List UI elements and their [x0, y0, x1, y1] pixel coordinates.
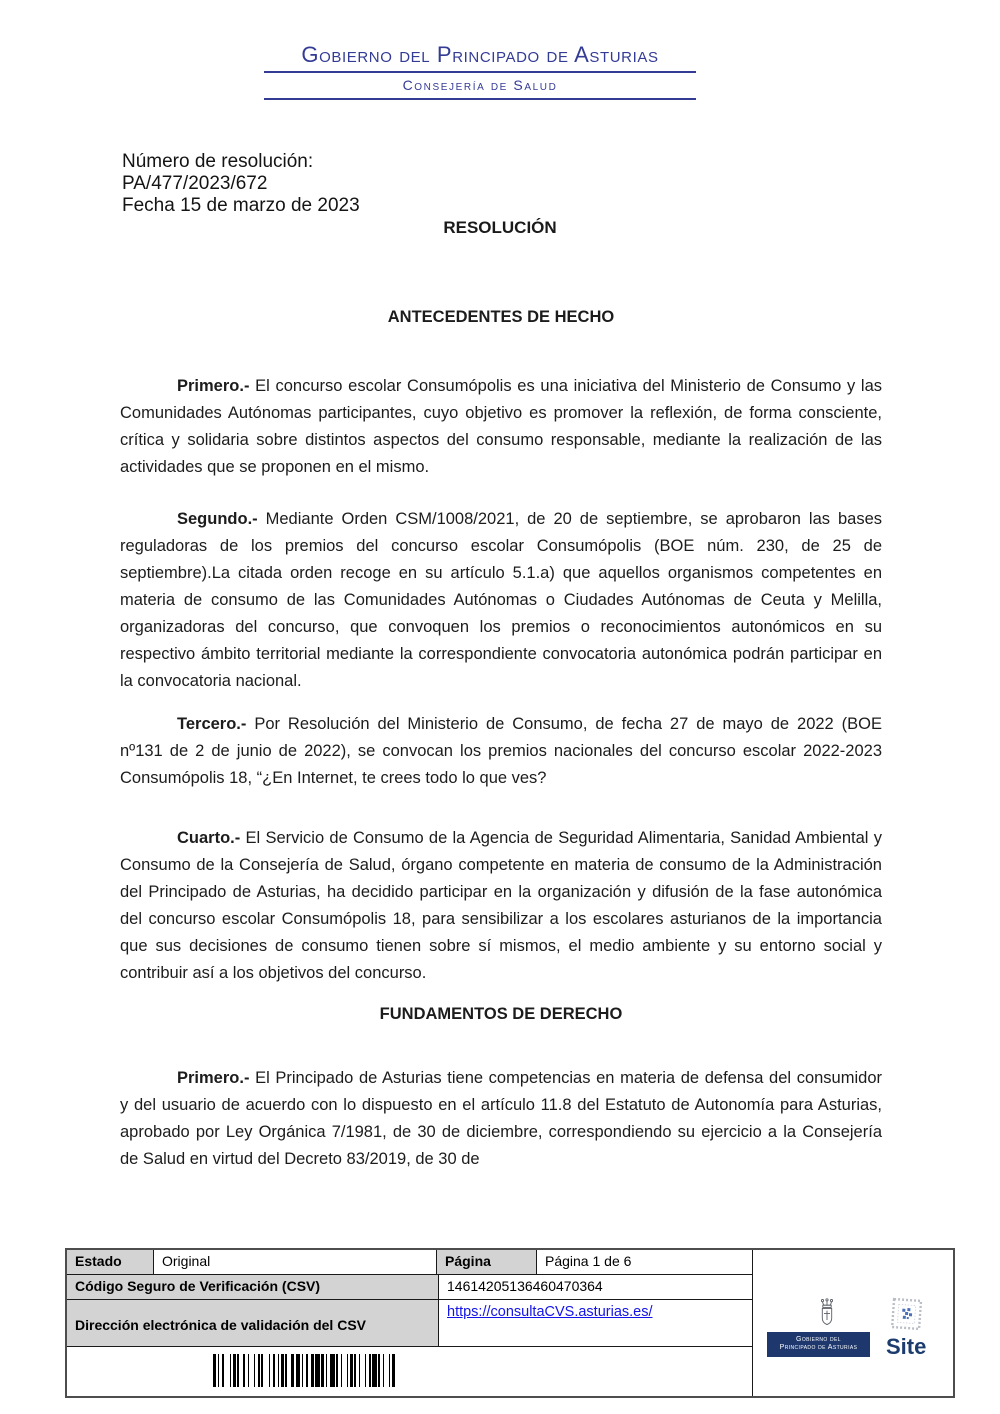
csv-validation-label: Dirección electrónica de validación del CSV	[67, 1300, 439, 1346]
paragraph-fundamentos-primero	[120, 1065, 882, 1173]
csv-value: 14614205136460470364	[447, 1278, 603, 1294]
site-logo-text: Site	[886, 1334, 927, 1359]
asturias-coat-of-arms-icon	[817, 1298, 837, 1333]
section-heading-antecedentes: ANTECEDENTES DE HECHO	[387, 308, 615, 326]
resolution-number: PA/477/2023/672	[122, 173, 268, 194]
paragraph-text: El Servicio de Consumo de la Agencia de Seguridad Alimentaria, Sanidad Ambiental y Consumo de la Consejería de Salud, órgano competente en materia de consumo de la Administración del Principado de Asturias, ha decidido participar en la organización y difusión de la fase autonómica del concurso escolar Consumópolis 18, para sensibilizar a los escolares asturianos de la importancia que sus decisiones de consumo tienen sobre sí mismos, el medio ambiente y su entorno social y contribuir así a los objetivos del concurso.	[120, 829, 882, 982]
validation-footer	[65, 1248, 955, 1398]
pagina-label: Página	[437, 1250, 537, 1274]
csv-label: Código Seguro de Verificación (CSV)	[67, 1275, 439, 1299]
pagina-value: Página 1 de 6	[545, 1253, 632, 1269]
paragraph-text: Por Resolución del Ministerio de Consumo, de fecha 27 de mayo de 2022 (BOE nº131 de 2 de junio de 2022), se convocan los premios nacionales del concurso escolar 2022-2023 Consumópolis 18, “¿En Internet, te crees todo lo que ves?	[120, 715, 882, 787]
paragraph-segundo	[120, 506, 882, 695]
footer-logos	[753, 1250, 953, 1396]
letterhead	[264, 42, 696, 100]
csv-validation-link[interactable]: https://consultaCVS.asturias.es/	[447, 1304, 653, 1320]
paragraph-lead: Primero.-	[177, 377, 250, 395]
table-row	[67, 1275, 752, 1300]
paragraph-cuarto	[120, 825, 882, 987]
resolution-date: Fecha 15 de marzo de 2023	[122, 195, 360, 216]
paragraph-text: El Principado de Asturias tiene competencias en materia de defensa del consumidor y del usuario de acuerdo con lo dispuesto en el artículo 11.8 del Estatuto de Autonomía para Asturias, aprobado por Ley Orgánica 7/1981, de 30 de diciembre, correspondiendo su ejercicio a la Consejería de Salud en virtud del Decreto 83/2019, de 30 de	[120, 1069, 882, 1168]
paragraph-lead: Cuarto.-	[177, 829, 241, 847]
document-body	[120, 304, 882, 1173]
resolution-meta	[122, 151, 360, 217]
paragraph-text: Mediante Orden CSM/1008/2021, de 20 de septiembre, se aprobaron las bases reguladoras de los premios del concurso escolar Consumópolis (BOE núm. 230, de 25 de septiembre).La citada orden recoge en su artículo 5.1.a) que aquellos organismos competentes en materia de consumo de las Comunidades Autónomas o Ciudades Autónomas de Ceuta y Melilla, organizadoras del concurso, que convoquen los premios o reconocimientos autonómicos en su respectivo ámbito territorial mediante la correspondiente convocatoria autonómica podrán participar en la convocatoria nacional.	[120, 510, 882, 690]
letterhead-department: Consejería de Salud	[264, 73, 696, 100]
paragraph-lead: Primero.-	[177, 1069, 250, 1087]
document-title: RESOLUCIÓN	[443, 218, 557, 237]
banner-line1: Gobierno del	[796, 1336, 841, 1343]
letterhead-organization: Gobierno del Principado de Asturias	[264, 42, 696, 73]
paragraph-lead: Tercero.-	[177, 715, 247, 733]
csv-validation-cell	[439, 1300, 752, 1346]
barcode-row	[67, 1347, 752, 1396]
gobierno-banner	[767, 1332, 870, 1357]
paragraph-text: El concurso escolar Consumópolis es una iniciativa del Ministerio de Consumo y las Comunidades Autónomas participantes, cuyo objetivo es promover la reflexión, de forma consciente, crítica y solidaria sobre distintos aspectos del consumo responsable, mediante la realización de las actividades que se proponen en el mismo.	[120, 377, 882, 476]
paragraph-lead: Segundo.-	[177, 510, 258, 528]
paragraph-primero	[120, 373, 882, 481]
paragraph-tercero	[120, 711, 882, 792]
document-barcode	[213, 1354, 399, 1387]
section-heading-fundamentos: FUNDAMENTOS DE DERECHO	[379, 1005, 623, 1023]
table-row	[67, 1250, 752, 1275]
estado-value: Original	[154, 1250, 437, 1274]
site-stamp-icon	[889, 1296, 925, 1337]
resolution-number-label: Número de resolución:	[122, 151, 314, 172]
table-row	[67, 1300, 752, 1347]
estado-label: Estado	[67, 1250, 154, 1274]
banner-line2: Principado de Asturias	[779, 1344, 858, 1351]
validation-table	[67, 1250, 753, 1396]
